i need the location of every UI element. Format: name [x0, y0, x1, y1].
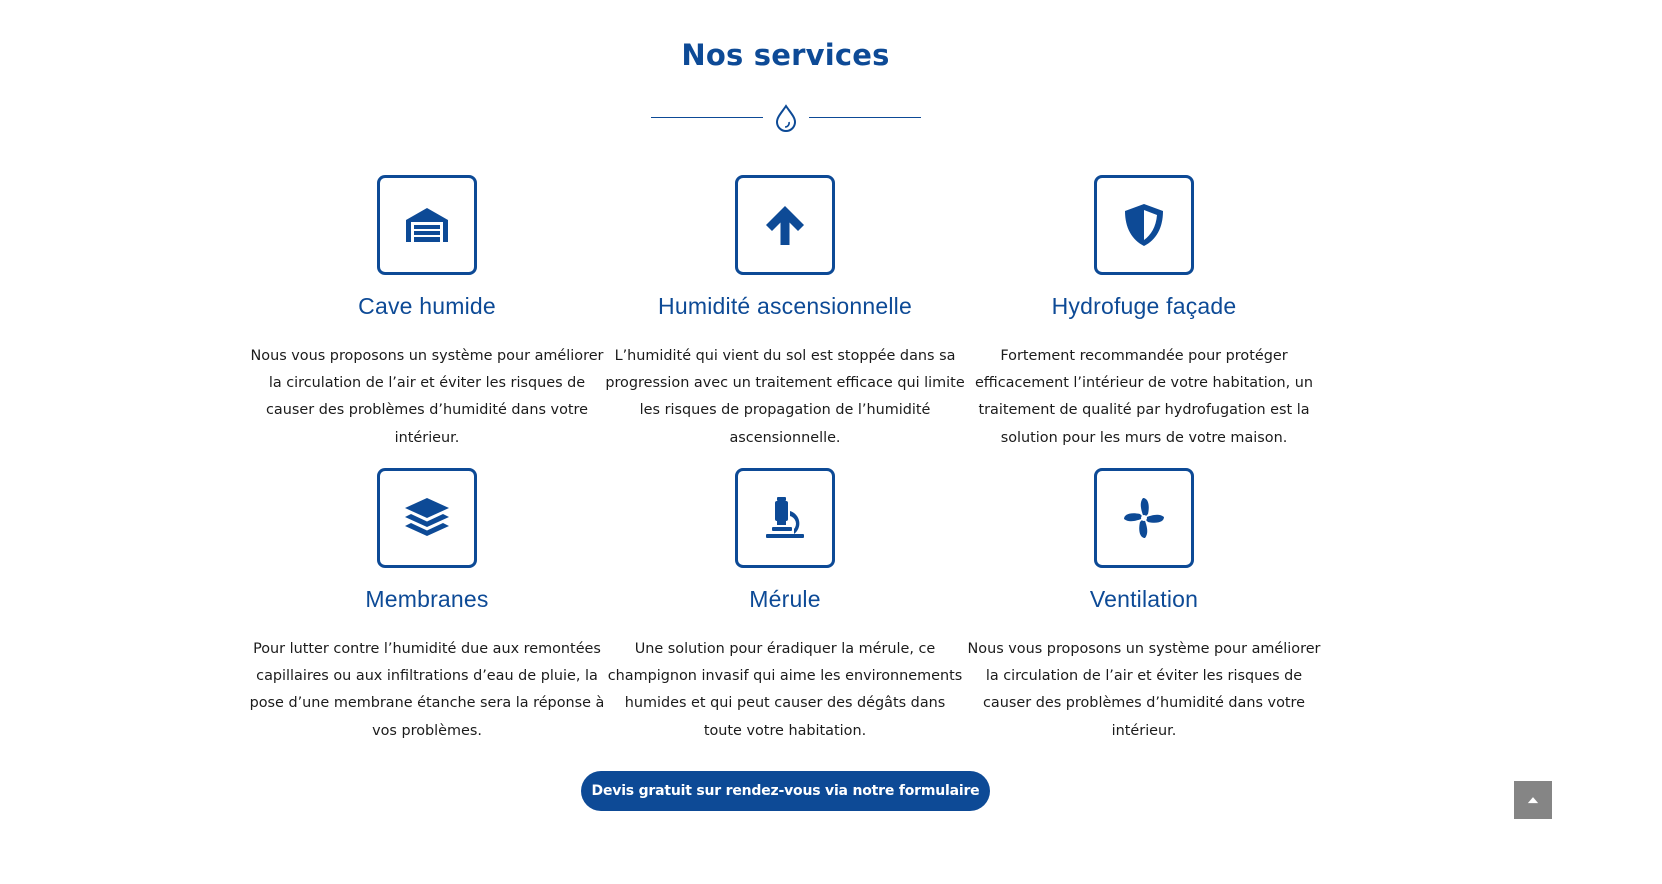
microscope-icon: [760, 493, 810, 543]
service-icon-box: [735, 175, 835, 275]
service-description: Fortement recommandée pour protéger efficacement l’intérieur de votre habitation, un traitement de qualité par hydrofugation est la solution pour les murs de votre maison.: [974, 348, 1314, 446]
service-icon-box: [377, 468, 477, 568]
garage-door-icon: [402, 200, 452, 250]
section-title: Nos services: [681, 38, 890, 72]
layers-icon: [402, 493, 452, 543]
divider-line-left: [651, 117, 763, 118]
service-card-cave-humide: [247, 175, 607, 452]
arrow-up-icon: [760, 200, 810, 250]
chevron-up-icon: [1527, 796, 1539, 805]
fan-icon: [1119, 493, 1169, 543]
water-drop-icon: [773, 103, 799, 133]
service-title: Hydrofuge façade: [1051, 293, 1237, 319]
service-title: Membranes: [365, 586, 489, 612]
service-icon-box: [1094, 468, 1194, 568]
service-card-ventilation: [964, 468, 1324, 745]
service-card-hydrofuge-facade: [964, 175, 1324, 452]
back-to-top-button[interactable]: [1514, 781, 1552, 819]
service-description: Nous vous proposons un système pour améliorer la circulation de l’air et éviter les risques de causer des problèmes d’humidité dans votre intérieur.: [967, 641, 1321, 739]
shield-icon: [1119, 200, 1169, 250]
service-card-humidite-ascensionnelle: [605, 175, 965, 452]
service-description: Pour lutter contre l’humidité due aux remontées capillaires ou aux infiltrations d’eau de pluie, la pose d’une membrane étanche sera la réponse à vos problèmes.: [249, 641, 605, 739]
service-title: Mérule: [749, 586, 821, 612]
service-title: Ventilation: [1089, 586, 1199, 612]
title-divider: [651, 103, 921, 133]
service-card-merule: [605, 468, 965, 745]
service-description: L’humidité qui vient du sol est stoppée dans sa progression avec un traitement efficace qui limite les risques de propagation de l’humidité ascensionnelle.: [605, 348, 965, 446]
quote-request-button[interactable]: Devis gratuit sur rendez-vous via notre formulaire: [581, 771, 990, 811]
service-icon-box: [735, 468, 835, 568]
service-icon-box: [377, 175, 477, 275]
service-description: Nous vous proposons un système pour améliorer la circulation de l’air et éviter les risques de causer des problèmes d’humidité dans votre intérieur.: [250, 348, 604, 446]
divider-line-right: [809, 117, 921, 118]
service-description: Une solution pour éradiquer la mérule, ce champignon invasif qui aime les environnements humides et qui peut causer des dégâts dans toute votre habitation.: [607, 641, 963, 739]
service-title: Humidité ascensionnelle: [658, 293, 912, 319]
service-icon-box: [1094, 175, 1194, 275]
service-title: Cave humide: [358, 293, 496, 319]
service-card-membranes: [247, 468, 607, 745]
